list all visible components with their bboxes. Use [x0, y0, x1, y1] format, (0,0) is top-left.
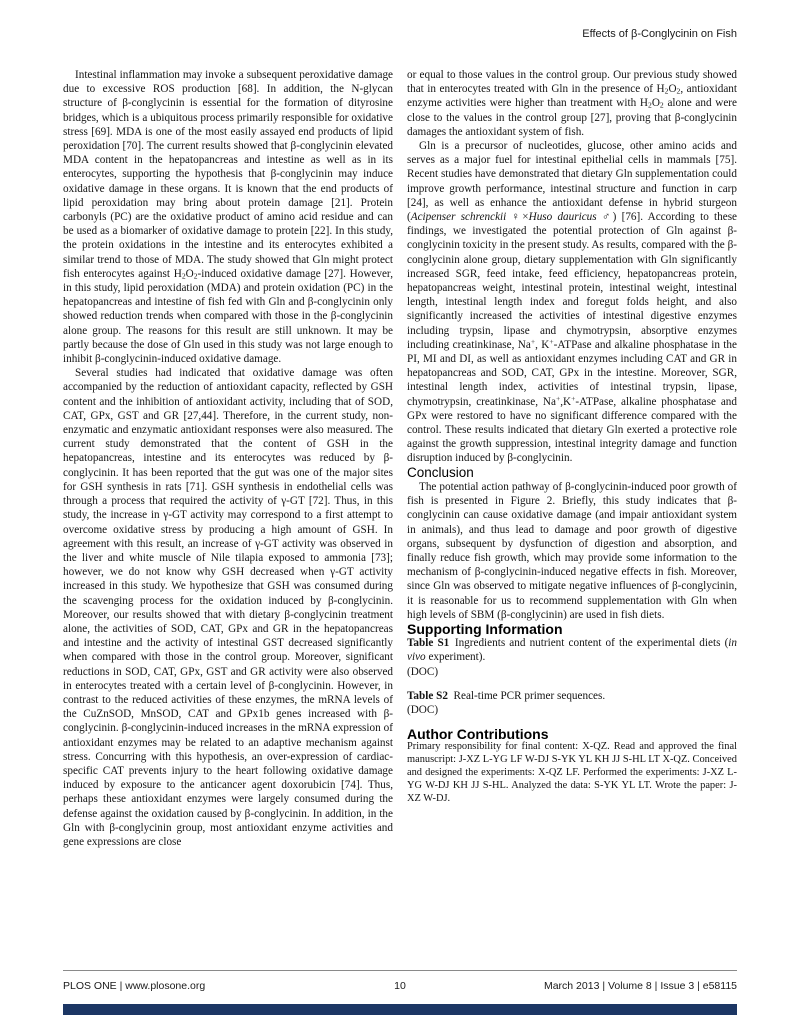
left-column: [63, 68, 393, 849]
footer-journal: PLOS ONE | www.plosone.org: [63, 980, 206, 992]
footer-page-number: 10: [394, 980, 406, 992]
body-paragraph: Several studies had indicated that oxidative damage was often accompanied by the reduction of antioxidant capacity, reflected by GSH content and the inhibition of antioxidant activity, including that of SOD, CAT, GPx, GST and GR [27,44]. Therefore, in the current study, non-enzymatic and enzymatic antioxidant responses were also measured. The current study demonstrated that the content of GSH in the hepatopancreas, intestine and its enterocytes was reduced by β-conglycinin. It has been reported that the gut was one of the major sites for GSH synthesis in rats [71]. GSH synthesis in endothelial cells was through a process that required the activity of γ-GT [72]. Thus, in this study, the increase in γ-GT activity may correspond to a first attempt to overcome oxidative stress by producing a high amount of GSH. In agreement with this result, an increase of γ-GT activity was observed in the liver and white muscle of Nile tilapia exposed to ammonia [73]; however, we do not know why GSH decreased when γ-GT activity increased in this study. We hypothesize that GSH was consumed during the scavenging process for the oxidation induced by β-conglycinin. Moreover, our results showed that with dietary β-conglycinin treatment alone, the activities of SOD, CAT, GPx and GR in the hepatopancreas and intestine and the activity of intestinal GST decreased significantly when compared with those in the control group. Moreover, significant reductions in SOD, CAT, GPx, GST and GR activity were also observed in enterocytes treated with a certain level of β-conglycinin. However, in contrast to the reduced activities of these enzymes, the mRNA levels of the CuZnSOD, MnSOD, CAT and GPx1b genes increased with β-conglycinin. β-conglycinin-induced increases in the mRNA expression of antioxidant enzymes may be related to an adaptive mechanism against stress. Concurring with this hypothesis, an over-expression of cardiac-specific CAT prevents injury to the heart following oxidative damage induced by exposure to the anticancer agent doxorubicin [74]. Thus, perhaps these antioxidant enzymes were largely consumed during the defense against the oxidation caused by β-conglycinin. In addition, in the Gln with β-conglycinin group, most antioxidant enzyme activities and gene expressions are close: [63, 367, 393, 848]
supporting-item-table-s1: Table S1 Ingredients and nutrient content of the experimental diets (in vivo experiment). (DOC): [407, 637, 737, 678]
body-paragraph: or equal to those values in the control group. Our previous study showed that in enterocytes treated with Gln in the presence of $H_2O_2$, antioxidant enzyme activities were higher than treatment with $H_2O_2$ alone and were close to the values in the control group [27], proving that β-conglycinin damages the antioxidant system of fish.: [407, 69, 737, 138]
page-footer: [63, 970, 737, 992]
supporting-item-table-s2: Table S2 Real-time PCR primer sequences. (DOC): [407, 689, 606, 716]
author-contributions-text: Primary responsibility for final content: X-QZ. Read and approved the final manuscript: J-XZ L-YG LF W-DJ S-YK YL KH JJ S-HL LT X-QZ. Conceived and designed the experiments: X-QZ LF. Performed the experiments: J-XZ L-YG W-DJ KH JJ S-HL. Analyzed the data: S-YK YL LT. Wrote the paper: J-XZ W-DJ.: [407, 741, 737, 804]
section-heading-conclusion: Conclusion: [407, 464, 474, 480]
running-head: Effects of β-Conglycinin on Fish: [582, 28, 737, 40]
body-paragraph: Intestinal inflammation may invoke a subsequent peroxidative damage due to excessive ROS production [68]. In addition, the N-glycan structure of β-conglycinin is essential for the formation of dityrosine bridges, which is a ubiquitous process primarily responsible for oxidative stress [69]. MDA is one of the most easily assayed end products of lipid peroxidation [70]. The current results showed that β-conglycinin elevated MDA content in the hepatopancreas and intestine as well as in its enterocytes, supporting the hypothesis that β-conglycinin may induce oxidative damage in these organs. It is known that the end products of lipid peroxidation may bring about protein damage [21]. Protein carbonyls (PC) are the oxidative product of amino acid residue and can be used as a biomarker of oxidative damage to protein [22]. In this study, the protein oxidations in the intestine and its enterocytes exhibited a similar trend to those of MDA. The study showed that Gln might protect fish enterocytes against $H_2O_2$-induced oxidative damage [27]. However, in this study, lipid peroxidation (MDA) and protein oxidation (PC) in the hepatopancreas and intestine of fish fed with Gln and β-conglycinin only showed reduction trends when compared with those in the β-conglycinin alone group. The reasons for this result are still unknown. It may be partly because the dose of Gln used in this study was not large enough to inhibit β-conglycinin-induced oxidative damage.: [63, 69, 393, 366]
bottom-navy-bar: [63, 1004, 737, 1015]
right-column: [407, 68, 737, 849]
body-paragraph: The potential action pathway of β-conglycinin-induced poor growth of fish is presented in Figure 2. Briefly, this study indicates that β-conglycinin can cause oxidative damage (and impair antioxidant system in animals), and thus lead to damage and poor growth of digestive organs, subsequent by dysfunction of digestion and absorption, and finally reduce fish growth, which may provide some information to the mechanism of β-conglycinin-induced negative effects in fish. Moreover, since Gln was observed to mitigate negative influences of β-conglycinin, it is reasonable for us to recommend supplementation with Gln when high levels of SBM (β-conglycinin) are used in fish diets.: [407, 480, 737, 621]
section-heading-author-contributions: Author Contributions: [407, 726, 549, 743]
body-paragraph: Gln is a precursor of nucleotides, glucose, other amino acids and serves as a major fuel for intestinal epithelial cells in mammals [75]. Recent studies have demonstrated that dietary Gln supplementation could improve growth performance, intestinal structure and function in carp [24], as well as enhance the antioxidant defense in hybrid sturgeon (Acipenser schrenckii ♀×Huso dauricus ♂) [76]. According to these findings, we investigated the potential protection of Gln against β-conglycinin toxicity in the present study. As results, compared with the β-conglycinin alone group, dietary supplementation with Gln significantly increased SGR, feed intake, feed efficiency, hepatopancreas protein, hepatopancreas weight, intestinal protein, intestinal weight, intestinal length, intestinal length index and foregut folds height, and also significantly increased the activities of intestinal digestive enzymes including trypsin, lipase and chymotrypsin, absorptive enzymes including creatinkinase, Na+, K+-ATPase and alkaline phosphatase in the PI, MI and DI, as well as antioxidant enzymes including CAT and GR in hepatopancreas and SOD, CAT, GPx in the intestine. Moreover, SGR, intestinal length index, activities of intestinal trypsin, lipase, chymotrypsin, creatinkinase, Na+,K+-ATPase, alkaline phosphatase and GPx were restored to have no significant difference compared with the control. These results indicated that dietary Gln exerted a protective role against the growth suppression, intestinal integrity damage and function disruption induced by β-conglycinin.: [407, 140, 738, 465]
two-column-body: [63, 68, 737, 849]
footer-citation: March 2013 | Volume 8 | Issue 3 | e58115: [543, 980, 737, 992]
section-heading-supporting-information: Supporting Information: [407, 620, 563, 637]
